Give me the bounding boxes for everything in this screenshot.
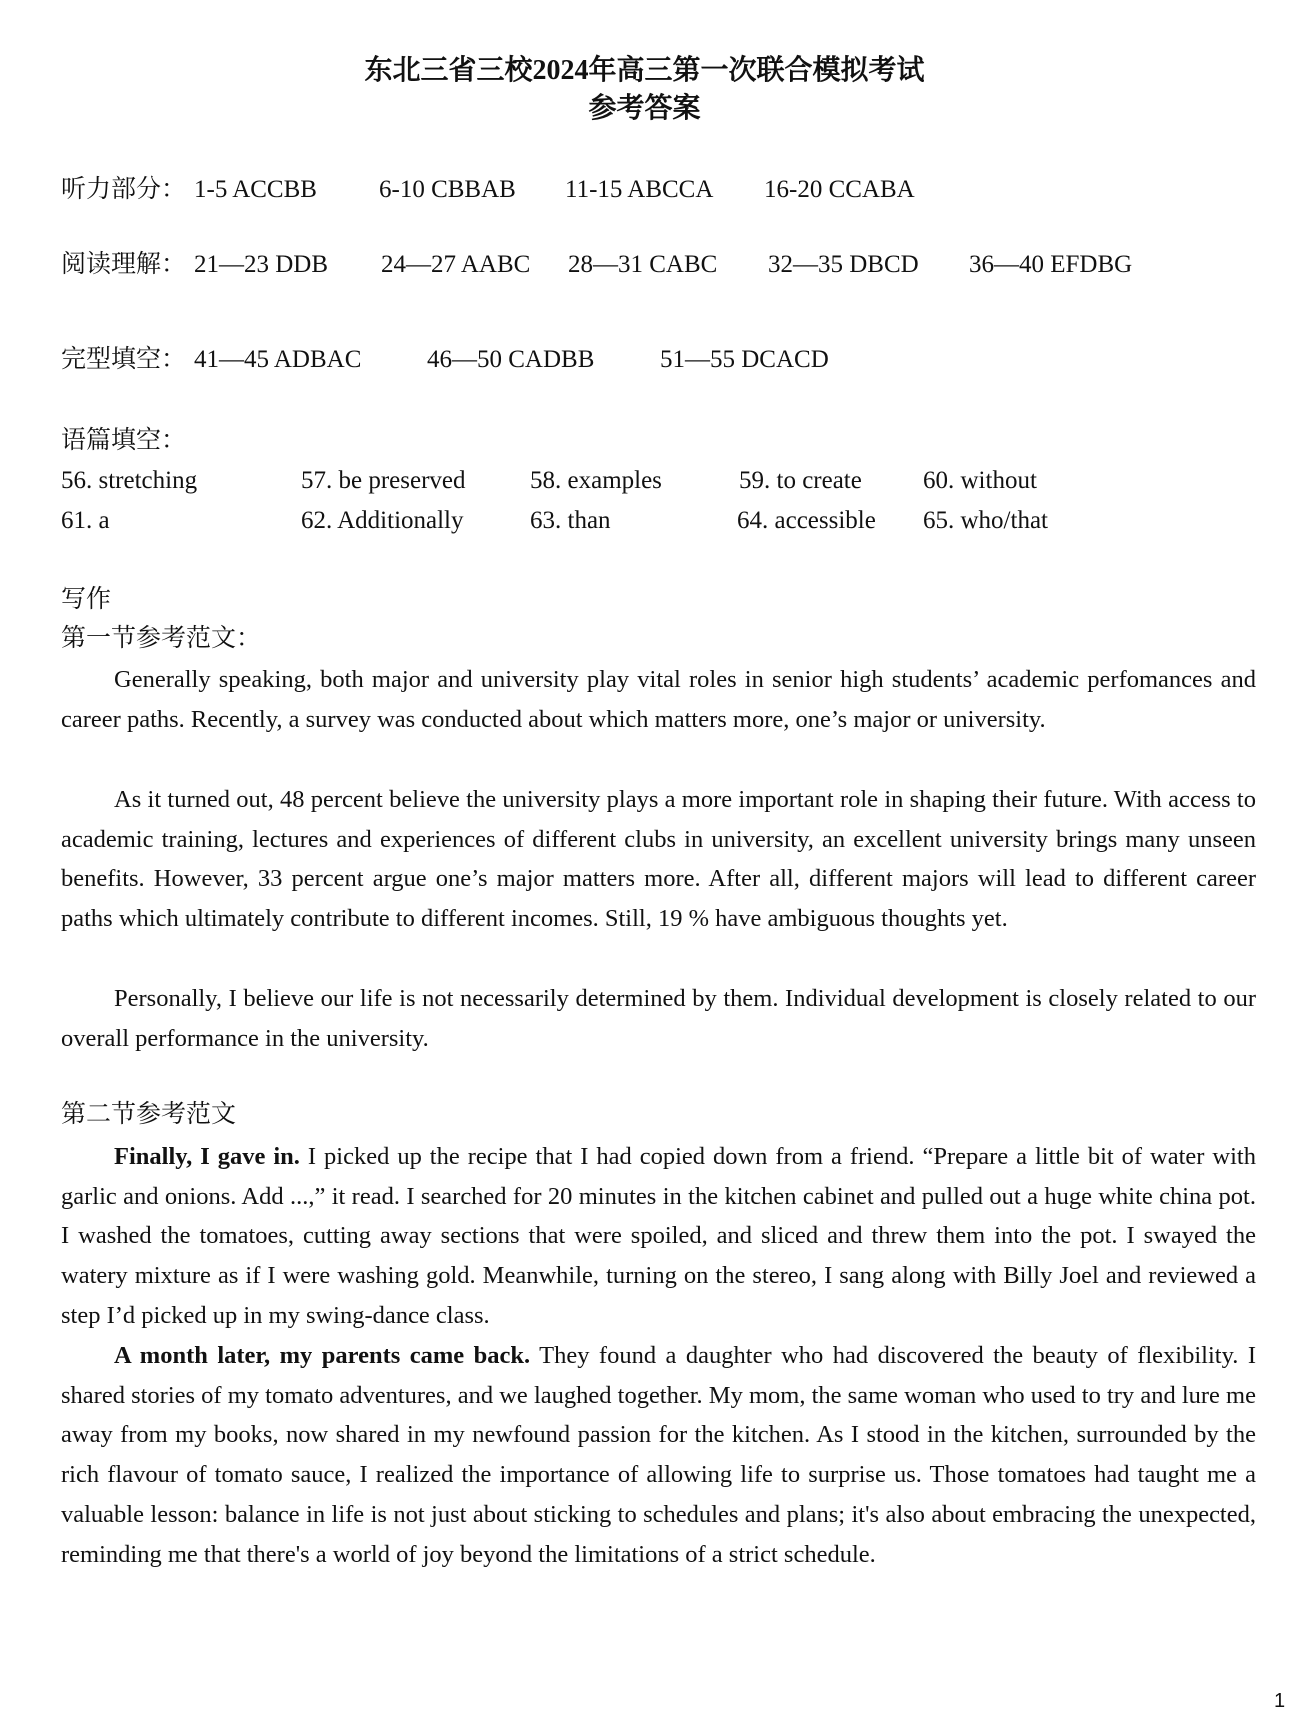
section2-heading: 第二节参考范文 <box>61 1101 237 1128</box>
answer-group: 36—40 EFDBG <box>969 251 1133 278</box>
answer-item: 59. to create <box>739 467 862 494</box>
paragraph-lead-sentence: A month later, my parents came back. <box>114 1342 531 1369</box>
cloze-answers <box>61 345 1261 375</box>
essay2-paragraph <box>61 1336 1256 1574</box>
answer-item: 60. without <box>923 467 1037 494</box>
document-title: 东北三省三校2024年高三第一次联合模拟考试 <box>364 55 925 86</box>
answer-item: 63. than <box>530 507 611 534</box>
essay1-paragraph: As it turned out, 48 percent believe the university plays a more important role in shaping their future. With access to academic training, lectures and experiences of different clubs in university, an excellent university brings many unseen benefits. However, 33 percent argue one’s major matters more. After all, different majors will lead to different career paths which ultimately contribute to different incomes. Still, 19 % have ambiguous thoughts yet. <box>61 786 1256 933</box>
answer-group: 11-15 ABCCA <box>565 176 714 203</box>
essay1-paragraph: Personally, I believe our life is not necessarily determined by them. Individual development is closely related to our overall performance in the university. <box>61 985 1256 1052</box>
answer-item: 61. a <box>61 507 110 534</box>
document-subtitle: 参考答案 <box>588 93 701 124</box>
answer-item: 58. examples <box>530 467 662 494</box>
answer-item: 65. who/that <box>923 507 1048 534</box>
grammar-fill-label: 语篇填空： <box>61 427 187 454</box>
reading-label: 阅读理解： <box>61 251 187 278</box>
answer-item: 62. Additionally <box>301 507 464 534</box>
page-number: 1 <box>1274 1690 1286 1712</box>
listening-label: 听力部分： <box>61 176 187 203</box>
cloze-label: 完型填空： <box>61 346 187 373</box>
answer-group: 46—50 CADBB <box>427 346 595 373</box>
listening-answers <box>61 175 1261 205</box>
answer-group: 6-10 CBBAB <box>379 176 516 203</box>
answer-item: 57. be preserved <box>301 467 466 494</box>
essay2-paragraph <box>61 1137 1256 1336</box>
answer-item: 56. stretching <box>61 467 198 494</box>
answer-group: 51—55 DCACD <box>660 346 829 373</box>
answer-group: 41—45 ADBAC <box>194 346 362 373</box>
answer-group: 21—23 DDB <box>194 251 329 278</box>
essay1-paragraph: Generally speaking, both major and university play vital roles in senior high students’ academic perfomances and career paths. Recently, a survey was conducted about which matters more, one’s major or university. <box>61 666 1256 733</box>
paragraph-body: They found a daughter who had discovered the beauty of flexibility. I shared stories of my tomato adventures, and we laughed together. My mom, the same woman who used to try and lure me away from my books, now shared in my newfound passion for the kitchen. As I stood in the kitchen, surrounded by the rich flavour of tomato sauce, I realized the importance of allowing life to surprise us. Those tomatoes had taught me a valuable lesson: balance in life is not just about sticking to schedules and plans; it's also about embracing the unexpected, reminding me that there's a world of joy beyond the limitations of a strict schedule. <box>61 1342 1256 1568</box>
paragraph-lead-sentence: Finally, I gave in. <box>114 1143 300 1170</box>
grammar-fill-row <box>61 506 1261 536</box>
paragraph-body: I picked up the recipe that I had copied down from a friend. “Prepare a little bit of water with garlic and onions. Add ...,” it read. I searched for 20 minutes in the kitchen cabinet and pulled out a huge white china pot. I washed the tomatoes, cutting away sections that were spoiled, and sliced and threw them into the pot. I swayed the watery mixture as if I were washing gold. Meanwhile, turning on the stereo, I sang along with Billy Joel and reviewed a step I’d picked up in my swing-dance class. <box>61 1143 1256 1329</box>
writing-label: 写作 <box>61 586 112 613</box>
answer-item: 64. accessible <box>737 507 876 534</box>
answer-group: 24—27 AABC <box>381 251 531 278</box>
reading-answers <box>61 250 1261 280</box>
section1-heading: 第一节参考范文： <box>61 625 262 652</box>
grammar-fill-row <box>61 466 1261 496</box>
answer-group: 32—35 DBCD <box>768 251 919 278</box>
answer-group: 1-5 ACCBB <box>194 176 317 203</box>
answer-group: 28—31 CABC <box>568 251 718 278</box>
answer-group: 16-20 CCABA <box>764 176 915 203</box>
